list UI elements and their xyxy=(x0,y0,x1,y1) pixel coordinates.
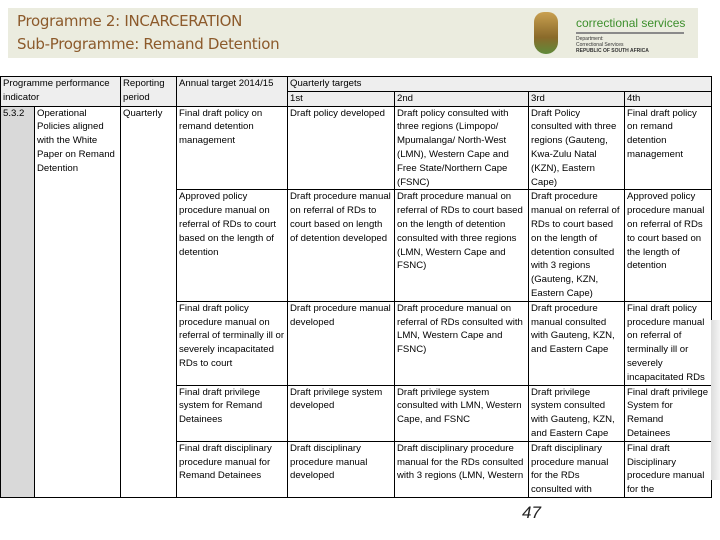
header-q2: 2nd xyxy=(395,91,529,106)
q1-target: Draft procedure manual developed xyxy=(288,301,395,385)
header-q1: 1st xyxy=(288,91,395,106)
logo-dept-label: Department: xyxy=(576,36,604,42)
q2-target: Draft procedure manual on referral of RDs to court based on the length of detention consulted with three regions (LMN, Western Cape and FSNC) xyxy=(395,190,529,301)
logo-country: REPUBLIC OF SOUTH AFRICA xyxy=(576,48,649,54)
department-logo xyxy=(530,10,690,56)
q2-target: Draft procedure manual on referral of RDs consulted with LMN, Western Cape and FSNC) xyxy=(395,301,529,385)
logo-dept-name: Correctional Services xyxy=(576,42,624,48)
header-period: Reporting period xyxy=(121,77,177,107)
annual-target: Final draft policy procedure manual on referral of terminally ill or severely incapacitated RDs to court xyxy=(177,301,288,385)
logo-dept xyxy=(576,36,624,48)
header-indicator: Programme performance indicator xyxy=(1,77,121,107)
logo-divider xyxy=(576,32,684,34)
header-banner xyxy=(8,8,698,58)
q3-target: Draft disciplinary procedure manual for the RDs consulted with xyxy=(529,441,625,497)
targets-table xyxy=(0,76,712,498)
q1-target: Draft disciplinary procedure manual developed xyxy=(288,441,395,497)
header-quarterly: Quarterly targets xyxy=(288,77,712,92)
header-annual: Annual target 2014/15 xyxy=(177,77,288,107)
page-number: 47 xyxy=(522,503,541,522)
sub-programme-title: Sub-Programme: Remand Detention xyxy=(17,35,280,53)
q3-target: Draft privilege system consulted with Gauteng, KZN, and Eastern Cape xyxy=(529,385,625,441)
q3-target: Draft procedure manual consulted with Gauteng, KZN, and Eastern Cape xyxy=(529,301,625,385)
reporting-period: Quarterly xyxy=(121,106,177,497)
q2-target: Draft disciplinary procedure manual for the RDs consulted with 3 regions (LMN, Western xyxy=(395,441,529,497)
programme-title: Programme 2: INCARCERATION xyxy=(17,12,242,30)
header-q3: 3rd xyxy=(529,91,625,106)
annual-target: Approved policy procedure manual on referral of RDs to court based on the length of detention xyxy=(177,190,288,301)
q4-target: Final draft policy on remand detention management xyxy=(625,106,712,190)
q4-target: Final draft privilege System for Remand Detainees xyxy=(625,385,712,441)
q4-target: Final draft Disciplinary procedure manual for the xyxy=(625,441,712,497)
annual-target: Final draft privilege system for Remand Detainees xyxy=(177,385,288,441)
q3-target: Draft procedure manual on referral of RDs to court based on the length of detention consulted with 3 regions (Gauteng, KZN, Eastern Cape) xyxy=(529,190,625,301)
header-q4: 4th xyxy=(625,91,712,106)
q4-target: Final draft policy procedure manual on referral of terminally ill or severely incapacitated RDs xyxy=(625,301,712,385)
q3-target: Draft Policy consulted with three regions (Gauteng, Kwa-Zulu Natal (KZN), Eastern Cape) xyxy=(529,106,625,190)
logo-name: correctional services xyxy=(576,16,686,30)
indicator-number: 5.3.2 xyxy=(1,106,35,497)
q2-target: Draft policy consulted with three regions (Limpopo/ Mpumalanga/ North-West (LMN), Western Cape and Free State/Northern Cape (FSNC) xyxy=(395,106,529,190)
indicator-name: Operational Policies aligned with the White Paper on Remand Detention xyxy=(35,106,121,497)
q1-target: Draft policy developed xyxy=(288,106,395,190)
coat-of-arms-icon xyxy=(534,12,558,54)
annual-target: Final draft policy on remand detention management xyxy=(177,106,288,190)
q1-target: Draft privilege system developed xyxy=(288,385,395,441)
slide-shadow xyxy=(711,320,720,480)
annual-target: Final draft disciplinary procedure manual for Remand Detainees xyxy=(177,441,288,497)
table-row xyxy=(1,106,712,190)
q4-target: Approved policy procedure manual on referral of RDs to court based on the length of detention xyxy=(625,190,712,301)
q2-target: Draft privilege system consulted with LMN, Western Cape, and FSNC xyxy=(395,385,529,441)
q1-target: Draft procedure manual on referral of RDs to court based on length of detention developed xyxy=(288,190,395,301)
